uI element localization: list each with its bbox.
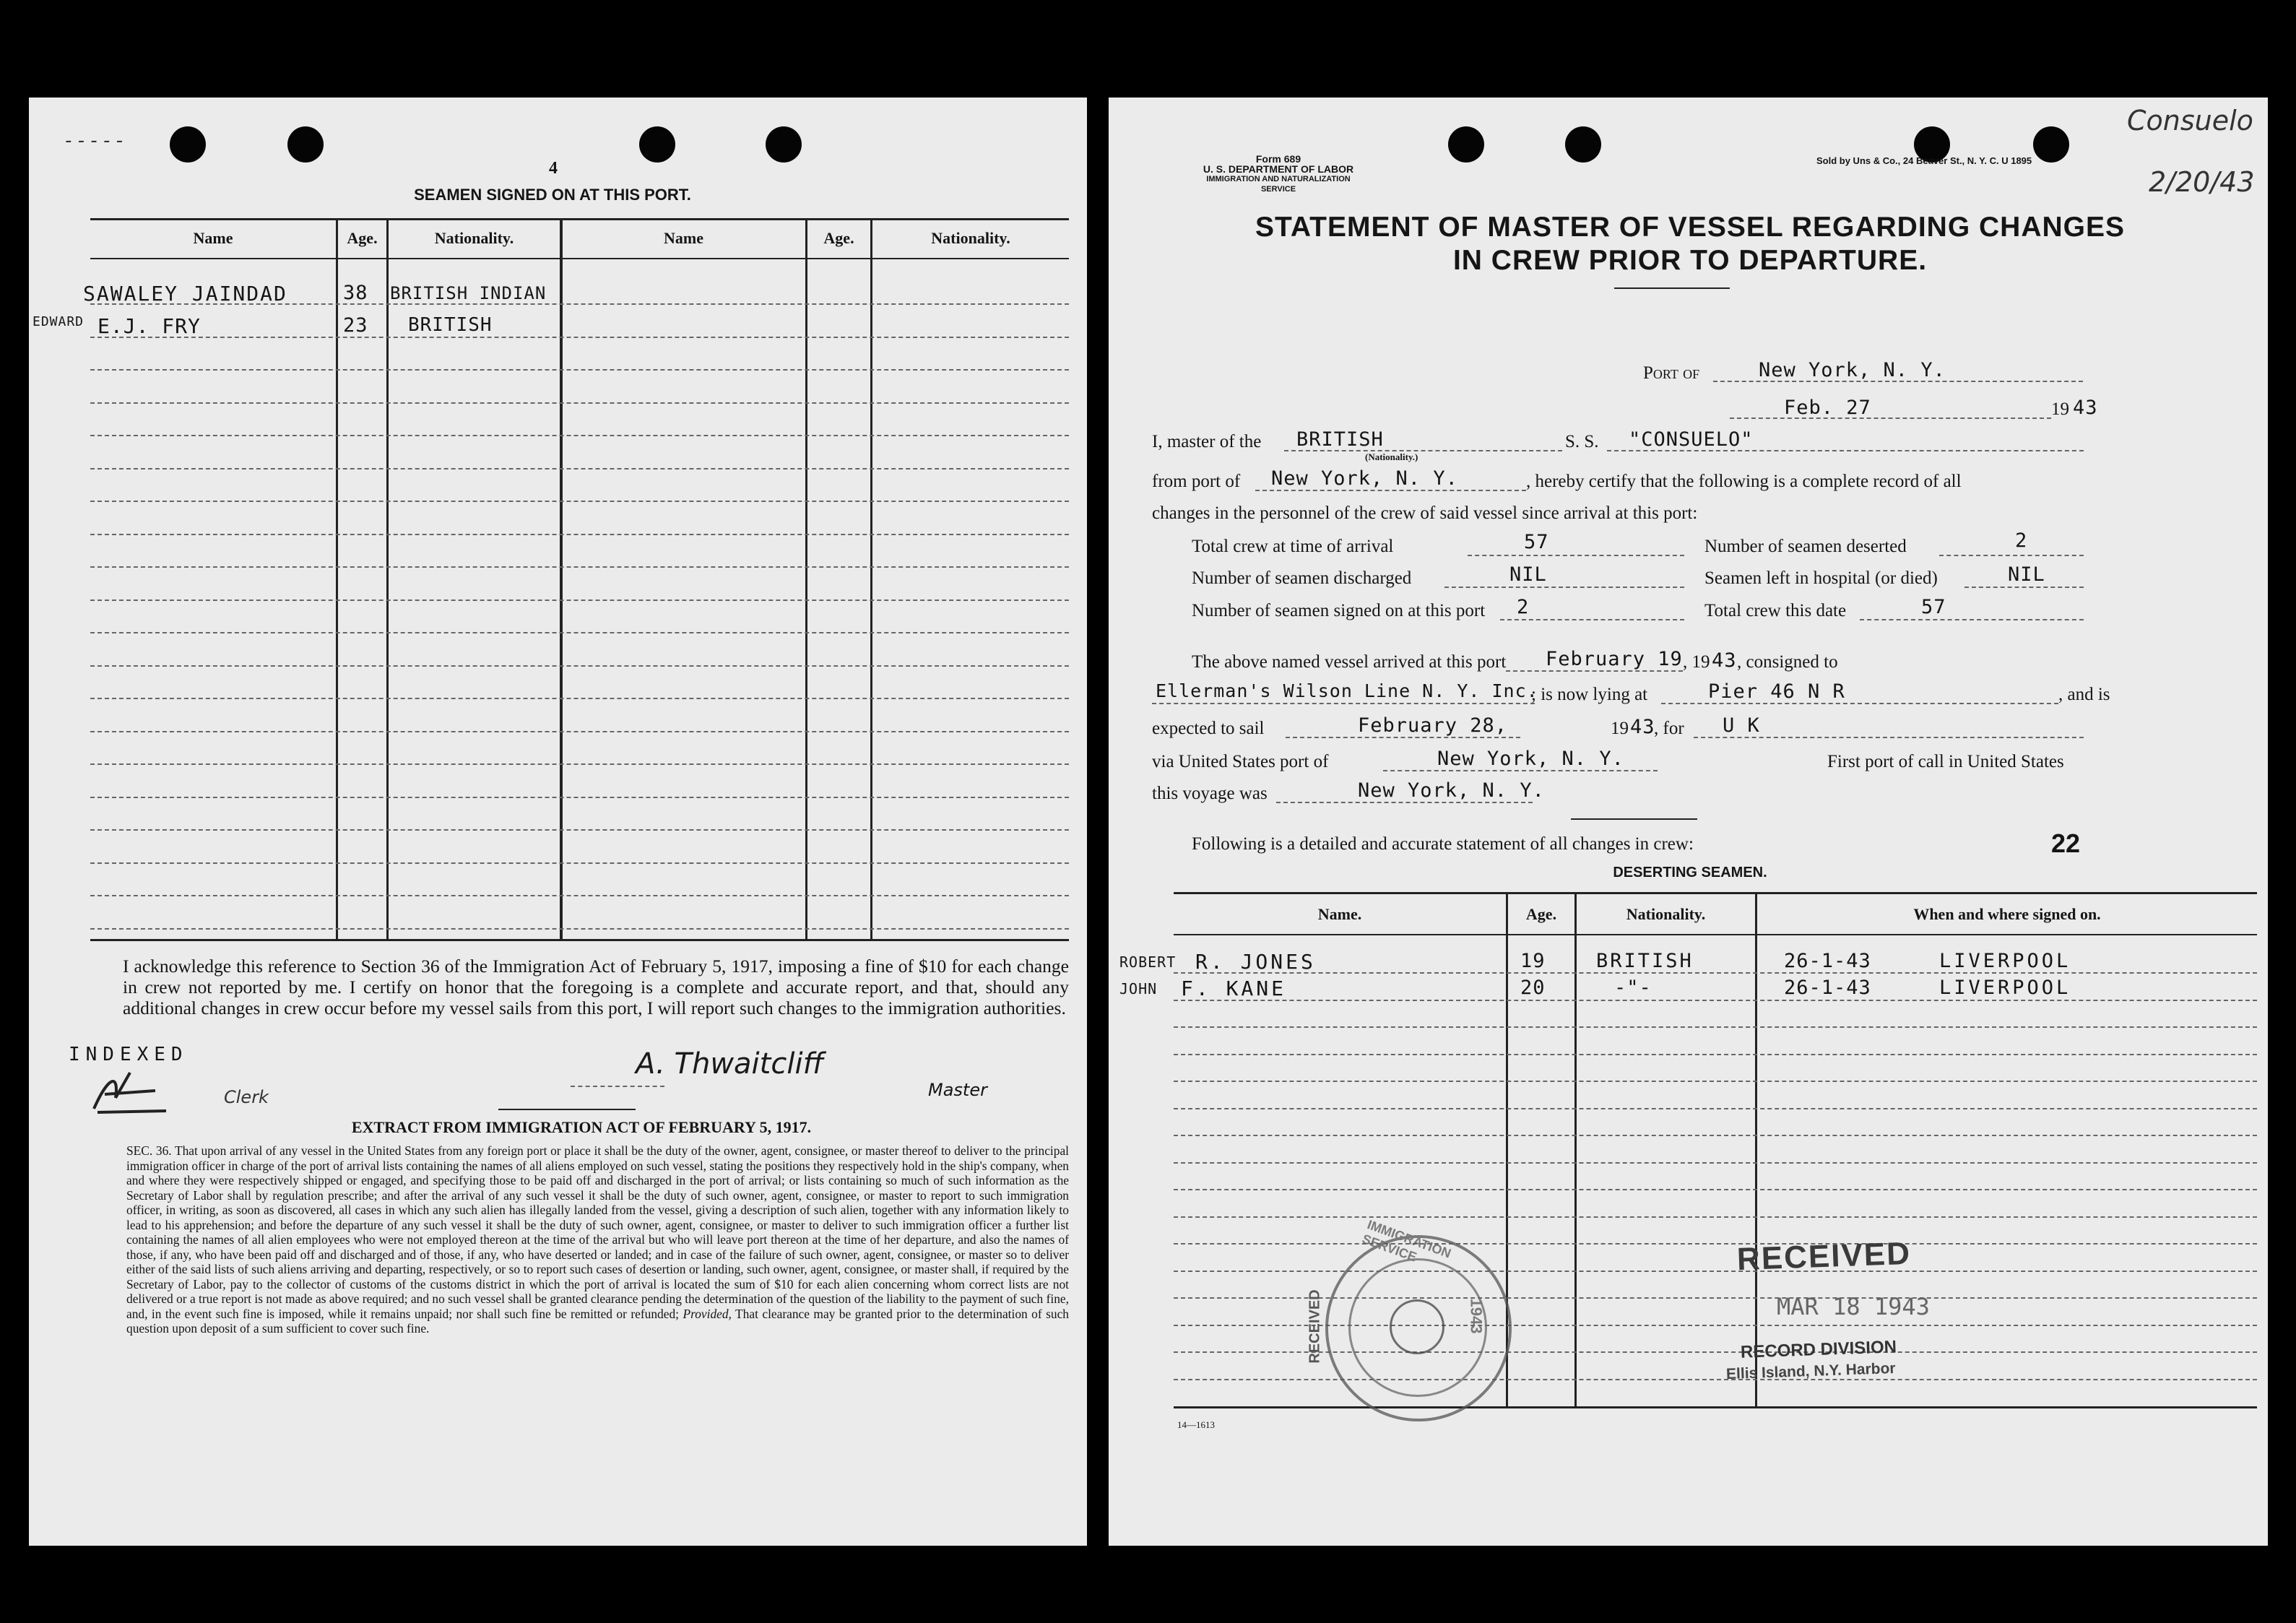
lying-text: ; is now lying at	[1531, 685, 1648, 704]
ruled-line	[1174, 1026, 2257, 1028]
deserted-value: 2	[2015, 529, 2028, 552]
for-text: , for	[1654, 719, 1684, 738]
section-title: SEAMEN SIGNED ON AT THIS PORT.	[414, 186, 691, 204]
value-line	[1286, 737, 1520, 738]
following-text: Following is a detailed and accurate statement of all changes in crew:	[1192, 834, 1694, 854]
seaman-margin-note: EDWARD	[33, 314, 85, 329]
column-header-when-where: When and where signed on.	[1913, 905, 2101, 923]
lying-value: Pier 46 N R	[1708, 680, 1845, 703]
extract-title: EXTRACT FROM IMMIGRATION ACT OF FEBRUARY 5, 1917.	[351, 1118, 812, 1136]
divider	[1571, 818, 1697, 820]
form-header	[1195, 154, 1361, 194]
ruled-line	[90, 501, 1069, 502]
deserter-age: 19	[1520, 950, 1546, 972]
date-line	[1730, 417, 2051, 419]
acknowledgement-text: I acknowledge this reference to Section 36 of the Immigration Act of February 5, 1917, imposing a fine of $10 for each change in crew not reported by me. I certify on honor that the foregoing is a complete and accurate report, and that, should any additional changes in crew occur before my vessel sails from this port, I will report such changes to the immigration authorities.	[123, 956, 1069, 1018]
vessel-name: "CONSUELO"	[1629, 428, 1754, 451]
form-number: Form 689	[1255, 153, 1301, 165]
vessel-nationality: BRITISH	[1296, 428, 1384, 451]
value-line	[1661, 703, 2058, 704]
seller-imprint: Sold by Uns & Co., 24 Beaver St., N. Y. C. U 1895	[1816, 155, 2032, 166]
ruled-line	[90, 337, 1069, 338]
column-header-name: Name.	[1317, 905, 1362, 923]
punch-hole	[170, 126, 206, 163]
total-crew-date-value: 57	[1921, 596, 1946, 618]
column-divider	[1755, 892, 1757, 1406]
ruled-line	[90, 402, 1069, 404]
extract-end: That clearance may be granted prior to the determination of such question upon deposit of a sum sufficient to cover such fine.	[126, 1306, 1069, 1336]
received-date: MAR 18 1943	[1777, 1293, 1930, 1320]
immigration-seal	[1325, 1217, 1512, 1421]
expected-text: expected to sail	[1152, 719, 1265, 738]
table-top-border	[1174, 892, 2257, 894]
column-divider	[336, 218, 338, 939]
ruled-line	[90, 862, 1069, 864]
ruled-line	[90, 731, 1069, 732]
expected-year: 43	[1630, 716, 1655, 738]
ruled-line	[1174, 1081, 2257, 1082]
master-of-label: I, master of the	[1152, 432, 1262, 451]
hospital-value: NIL	[2008, 563, 2045, 586]
table-top-border	[90, 218, 1069, 220]
seaman-name: E.J. FRY	[98, 314, 201, 338]
ruled-line	[1174, 1243, 2257, 1245]
form-title	[1109, 211, 2271, 277]
from-port-line	[1255, 490, 1526, 491]
value-line	[1939, 555, 2084, 556]
ruled-line	[90, 829, 1069, 831]
corner-note-vessel: Consuelo	[2127, 105, 2253, 137]
value-line	[1500, 619, 1684, 620]
from-port-label: from port of	[1152, 472, 1241, 491]
deserter-signed-date: 26-1-43	[1784, 950, 1871, 972]
column-header-name: Name	[193, 229, 233, 247]
ruled-line	[90, 566, 1069, 568]
punch-hole	[1448, 126, 1484, 163]
master-label: Master	[928, 1080, 987, 1100]
deserter-first-name: JOHN	[1119, 980, 1158, 997]
deserter-first-name: ROBERT	[1119, 953, 1177, 971]
punch-hole	[639, 126, 675, 163]
value-line	[1444, 587, 1684, 588]
title-line-2: IN CREW PRIOR TO DEPARTURE.	[1452, 245, 1928, 276]
column-header-nationality: Nationality.	[1626, 905, 1706, 923]
voyage-value: New York, N. Y.	[1358, 779, 1545, 802]
consignee: Ellerman's Wilson Line N. Y. Inc.	[1156, 680, 1538, 701]
port-value: New York, N. Y.	[1759, 359, 1946, 381]
ruled-line	[1174, 1216, 2257, 1218]
clerk-initials-signature	[87, 1069, 173, 1120]
title-line-1: STATEMENT OF MASTER OF VESSEL REGARDING CHANGES	[1255, 212, 2126, 243]
footer-code: 14—1613	[1177, 1419, 1215, 1430]
extract-section-label: SEC. 36.	[126, 1143, 172, 1158]
via-value: New York, N. Y.	[1437, 748, 1624, 770]
value-line	[1468, 555, 1684, 556]
first-port-text: First port of call in United States	[1827, 752, 2064, 771]
table-bottom-border	[1174, 1406, 2257, 1408]
deserter-signed-place: LIVERPOOL	[1939, 950, 2071, 972]
column-header-nationality: Nationality.	[434, 229, 514, 247]
ruled-line	[1174, 1135, 2257, 1136]
ruled-line	[1174, 1162, 2257, 1164]
deserted-label: Number of seamen deserted	[1704, 537, 1907, 556]
column-divider	[386, 218, 389, 939]
arrived-year-prefix: , 19	[1683, 652, 1710, 672]
hospital-label: Seamen left in hospital (or died)	[1704, 568, 1938, 588]
deserter-nationality: -"-	[1614, 977, 1652, 999]
value-line	[1694, 737, 2084, 738]
left-page	[29, 98, 1087, 1546]
expected-year-prefix: 19	[1611, 719, 1629, 738]
seal-text: IMMIGRATION SERVICE	[1360, 1217, 1453, 1265]
column-divider	[805, 218, 807, 939]
ruled-line	[1174, 1271, 2257, 1272]
punch-hole	[287, 126, 324, 163]
deserter-signed-date: 26-1-43	[1784, 977, 1871, 999]
ruled-line	[90, 534, 1069, 535]
expected-date: February 28,	[1358, 714, 1508, 737]
column-header-age: Age.	[1525, 905, 1557, 923]
ruled-line	[1174, 1000, 2257, 1001]
ruled-line	[90, 369, 1069, 371]
ruled-line	[1174, 1379, 2257, 1380]
arrived-text: The above named vessel arrived at this port	[1192, 652, 1507, 672]
deserter-name: F. KANE	[1181, 977, 1287, 1000]
certify-text: , hereby certify that the following is a complete record of all	[1526, 472, 1962, 491]
seaman-nationality: BRITISH	[408, 314, 493, 336]
column-header-name: Name	[664, 229, 703, 247]
ruled-line	[1174, 1189, 2257, 1190]
seal-year: 1943	[1467, 1298, 1486, 1334]
deserter-name: R. JONES	[1195, 950, 1316, 974]
extract-body	[126, 1143, 1069, 1336]
ruled-line	[90, 797, 1069, 798]
signature-line	[571, 1086, 664, 1087]
seaman-nationality: BRITISH INDIAN	[390, 283, 547, 303]
deserting-title: DESERTING SEAMEN.	[1613, 865, 1767, 880]
page-number: 22	[2051, 828, 2081, 858]
value-line	[1152, 703, 1535, 704]
column-divider	[870, 218, 872, 939]
clerk-label: Clerk	[224, 1087, 269, 1107]
divider	[498, 1109, 636, 1110]
right-page	[1109, 98, 2268, 1546]
deserter-nationality: BRITISH	[1596, 950, 1694, 972]
ellis-island: Ellis Island, N.Y. Harbor	[1725, 1359, 1896, 1383]
ruled-line	[90, 665, 1069, 667]
arrived-year: 43	[1712, 649, 1737, 672]
table-header-border	[90, 258, 1069, 259]
deserter-age: 20	[1520, 977, 1546, 999]
value-line	[1276, 802, 1533, 803]
ruled-line	[1174, 972, 2257, 974]
ruled-line	[90, 698, 1069, 699]
for-value: U K	[1723, 714, 1760, 737]
punch-hole	[766, 126, 802, 163]
ruled-line	[90, 895, 1069, 896]
received-stamp: RECEIVED	[1736, 1235, 1912, 1278]
corner-note-date: 2/20/43	[2149, 166, 2255, 198]
indexed-stamp: INDEXED	[69, 1044, 189, 1065]
discharged-value: NIL	[1509, 563, 1547, 586]
column-header-nationality: Nationality.	[931, 229, 1010, 247]
year-prefix: 19	[2051, 399, 2069, 419]
via-text: via United States port of	[1152, 752, 1329, 771]
value-line	[1506, 670, 1683, 672]
ss-label: S. S.	[1565, 432, 1599, 451]
extract-text: That upon arrival of any vessel in the United States from any foreign port or place it shall be the duty of the owner, agent, consignee, or master thereof to deliver to the principal immigration officer in charge of the port of arrival lists containing the names of all aliens employed on such vessel, stating the positions they respectively hold in the ship's company, when and where they were respectively shipped or engaged, and specifying those to be paid off and discharged in the port of arrival; or lists containing so much of such information as the Secretary of Labor shall by regulation prescribe; and after the arrival of any such vessel it shall be the duty of such owner, agent, consignee, or master to report to such immigration officer, in writing, as soon as discovered, all cases in which any such alien has illegally landed from the vessel, giving a description of such alien, together with any information likely to lead to his apprehension; and before the departure of any such vessel it shall be the duty of such owner, agent, consignee, or master to deliver to such immigration officer a further list containing the names of all alien employees who were not employed thereon at the time of the arrival but who will leave port thereon at the time of her departure, and also the names of those, if any, who have been paid off and discharged and of those, if any, who have deserted or landed; and in case of the failure of such owner, agent, consignee, or master so to deliver either of the said lists of such aliens arriving and departing, respectively, or so to report such cases of desertion or landing, such owner, agent, consignee, or master shall, if required by the Secretary of Labor, pay to the collector of customs of the customs district in which the port of arrival is located the sum of $10 for each alien concerning whom correct lists are not delivered or a true report is not made as above required; and no such vessel shall be granted clearance pending the determination of the question of the liability to the payment of such fine, and, in the event such fine is imposed, while it remains unpaid; nor shall such fine be remitted or refunded;	[126, 1143, 1069, 1321]
and-is-text: , and is	[2058, 685, 2110, 704]
punch-hole	[2033, 126, 2069, 163]
year-value: 43	[2073, 397, 2098, 419]
seal-side-text: RECEIVED	[1307, 1289, 1323, 1364]
signed-on-label: Number of seamen signed on at this port	[1192, 601, 1486, 620]
deserter-signed-place: LIVERPOOL	[1939, 977, 2071, 999]
seaman-age: 23	[343, 314, 368, 337]
total-crew-arrival-value: 57	[1524, 531, 1549, 553]
ruled-line	[1174, 1108, 2257, 1109]
ruled-line	[1174, 1054, 2257, 1055]
column-divider	[1574, 892, 1577, 1406]
top-mark: - - - - -	[65, 130, 123, 152]
port-label: Port of	[1643, 363, 1700, 383]
total-crew-date-label: Total crew this date	[1704, 601, 1847, 620]
voyage-text: this voyage was	[1152, 784, 1268, 803]
seaman-age: 38	[343, 282, 368, 304]
ruled-line	[90, 928, 1069, 930]
discharged-label: Number of seamen discharged	[1192, 568, 1412, 588]
date-value: Feb. 27	[1784, 397, 1871, 419]
service: IMMIGRATION AND NATURALIZATION SERVICE	[1206, 175, 1351, 194]
nationality-caption: (Nationality.)	[1365, 451, 1418, 462]
table-header-border	[1174, 934, 2257, 935]
ruled-line	[90, 632, 1069, 633]
value-line	[1383, 770, 1658, 771]
page-number: 4	[549, 159, 558, 178]
column-divider	[560, 218, 563, 939]
ruled-line	[90, 600, 1069, 601]
signed-on-value: 2	[1517, 596, 1530, 618]
extract-provided: Provided,	[683, 1306, 732, 1321]
ruled-line	[90, 468, 1069, 469]
column-header-age: Age.	[823, 229, 854, 247]
divider	[1614, 287, 1730, 289]
master-signature: A. Thwaitcliff	[636, 1047, 824, 1081]
ruled-line	[90, 763, 1069, 765]
punch-hole	[1565, 126, 1601, 163]
arrived-date: February 19	[1546, 648, 1683, 670]
table-bottom-border	[90, 939, 1069, 941]
from-port-value: New York, N. Y.	[1271, 467, 1458, 490]
record-division: RECORD DIVISION	[1740, 1337, 1897, 1362]
consigned-text: , consigned to	[1737, 652, 1838, 672]
total-crew-arrival-label: Total crew at time of arrival	[1192, 537, 1394, 556]
value-line	[1860, 619, 2084, 620]
department: U. S. DEPARTMENT OF LABOR	[1203, 163, 1354, 175]
column-header-age: Age.	[347, 229, 378, 247]
ruled-line	[90, 435, 1069, 436]
seaman-name: SAWALEY JAINDAD	[83, 282, 287, 306]
value-line	[1964, 587, 2084, 588]
changes-text: changes in the personnel of the crew of said vessel since arrival at this port:	[1152, 503, 1698, 523]
